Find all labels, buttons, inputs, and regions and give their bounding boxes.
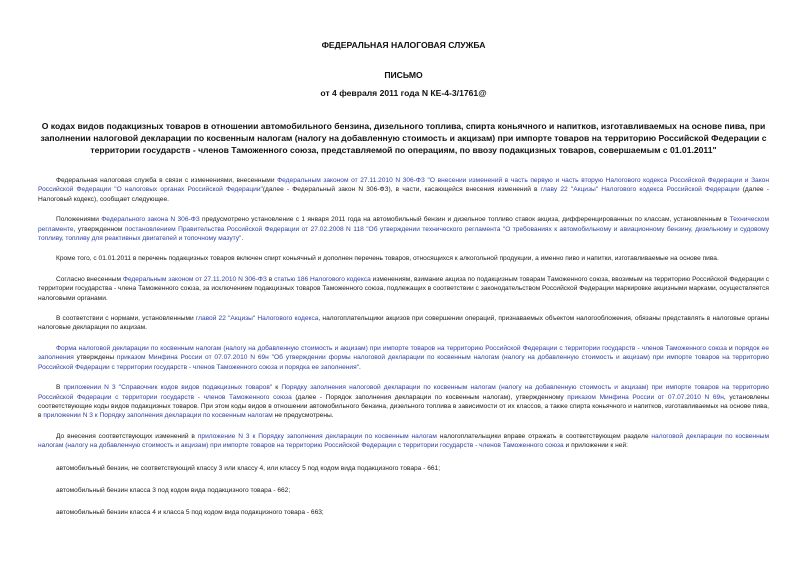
text: (далее - Порядок заполнения декларации по косвенным налогам), утвержденному xyxy=(291,393,568,401)
text: и xyxy=(726,344,735,352)
text: Кроме того, с 01.01.2011 в перечень подакцизных товаров включен спирт коньячный и дополнен перечень товаров, относящихся к алкогольной продукции, а именно пиво и напитки, изготавливаемые на основе пива. xyxy=(56,255,719,263)
government-resolution-link[interactable]: постановлением Правительства Российской Федерации от 27.02.2008 N 118 "Об утверждении технического регламента "О требованиях к автомобильному и авиационному бензину, дизельному и судовому топливу, топливу для реактивных двигателей и топочному мазуту" xyxy=(38,225,770,243)
document-type: ПИСЬМО xyxy=(384,70,423,80)
text: , утвержденном xyxy=(73,225,125,233)
text: налогоплательщики вправе отражать в соответствующем разделе xyxy=(436,432,652,440)
appendix-3-link[interactable]: приложении N 3 "Справочник кодов видов подакцизных товаров" xyxy=(63,384,273,392)
text: Положениями xyxy=(56,216,102,224)
text: (далее - Федеральный закон N 306-ФЗ), в части, касающейся внесения изменений в xyxy=(262,186,541,194)
text: Согласно внесенным xyxy=(56,275,123,283)
paragraph-3 xyxy=(38,254,769,263)
paragraph-1 xyxy=(38,176,769,204)
chapter-22-link[interactable]: главой 22 "Акцизы" Налогового кодекса xyxy=(195,315,319,323)
appendix-3-link[interactable]: приложении N 3 к Порядку заполнения декларации по косвенным налогам xyxy=(43,412,273,420)
declaration-form-link[interactable]: Форма налоговой декларации по косвенным налогам (налогу на добавленную стоимость и акцизам) при импорте товаров на территорию Российской Федерации с территории государств - членов Таможенного союза xyxy=(56,344,727,352)
text: в xyxy=(266,275,275,283)
paragraph-2 xyxy=(38,215,769,243)
text: До внесения соответствующих изменений в xyxy=(56,432,198,440)
text: В xyxy=(56,384,64,392)
text: , установлены соответствующие коды видов подакцизных товаров. При этом коды видов в отношении автомобильного бензина, дизельного топлива в зависимости от их классов, а также спирта коньячного и напитков, изготавливаемых на основе пива, в xyxy=(38,393,770,420)
text: . xyxy=(241,235,244,243)
text: (далее - Налоговый кодекс), сообщает следующее. xyxy=(38,186,769,203)
appendix-3-link[interactable]: приложение N 3 к Порядку заполнения декларации по косвенным налогам xyxy=(197,432,437,440)
text: Федеральная налоговая служба в связи с изменениями, внесенными xyxy=(56,177,278,184)
paragraph-8 xyxy=(38,432,769,451)
paragraph-6 xyxy=(38,344,769,372)
minfin-order-link[interactable]: приказом Минфина России от 07.07.2010 N 69н xyxy=(567,393,724,401)
chapter-22-link[interactable]: главу 22 "Акцизы" Налогового кодекса Российской Федерации xyxy=(540,186,740,194)
text: к xyxy=(272,384,282,392)
list-item: автомобильный бензин, не соответствующий классу 3 или классу 4, или классу 5 под кодом вида подакцизного товара - 661; xyxy=(56,464,441,472)
document-subject: О кодах видов подакцизных товаров в отношении автомобильного бензина, дизельного топлива, спирта коньячного и напитков, изготавливаемых на основе пива, при заполнении налоговой декларации по косвенным налогам (налогу на добавленную стоимость и акцизам) при импорте товаров на территорию Российской Федерации с территории государств - членов Таможенного союза, представляемой по операциям, по ввозу подакцизных товаров, совершаемым с 01.01.2011" xyxy=(40,121,767,155)
technical-regulation-link[interactable]: Техническом регламенте xyxy=(38,216,769,233)
law-306-fz-link[interactable]: Федеральным законом от 27.11.2010 N 306-ФЗ "О внесении изменений в часть первую и часть вторую Налогового кодекса Российской Федерации и Закон Российской Федерации "О налоговых органах Российской Федерации" xyxy=(38,177,769,194)
list-item: автомобильный бензин класса 4 и класса 5 под кодом вида подакцизного товара - 663; xyxy=(56,509,324,517)
text: утверждены xyxy=(73,354,117,362)
law-306-fz-link[interactable]: Федерального закона N 306-ФЗ xyxy=(101,216,200,224)
text: изменениям, взимание акциза по подакцизным товарам Таможенного союза, ввозимым на территорию Российской Федерации с территории государства - члена Таможенного союза, за исключением подакцизных товаров Таможенного союза, подлежащих в соответствии с законодательством Российской Федерации маркировке акцизными марками, осуществляется налоговыми органами. xyxy=(38,275,769,302)
filling-procedure-link[interactable]: Порядку заполнения налоговой декларации по косвенным налогам (налогу на добавленную стоимость и акцизам) при импорте товаров на территорию Российской Федерации с территории государств - членов Таможенного союза xyxy=(38,384,770,401)
paragraph-4 xyxy=(38,275,769,303)
document-body xyxy=(38,176,769,531)
declaration-form-link[interactable]: налоговой декларации по косвенным налогам (налогу на добавленную стоимость и акцизам) при импорте товаров на территорию Российской Федерации с территории государств - членов Таможенного союза xyxy=(38,432,769,450)
paragraph-5 xyxy=(38,314,769,333)
text: не предусмотрены. xyxy=(272,412,334,420)
agency-name: ФЕДЕРАЛЬНАЯ НАЛОГОВАЯ СЛУЖБА xyxy=(321,40,486,50)
law-306-fz-link[interactable]: Федеральным законом от 27.11.2010 N 306-ФЗ xyxy=(122,275,267,283)
paragraph-7 xyxy=(38,383,769,421)
text: предусмотрено установление с 1 января 2011 года на автомобильный бензин и дизельное топливо ставок акциза, дифференцированных по классам, установленным в xyxy=(199,216,730,224)
article-186-link[interactable]: статью 186 Налогового кодекса xyxy=(274,275,371,283)
list-item: автомобильный бензин класса 3 под кодом вида подакцизного товара - 662; xyxy=(56,486,291,494)
text: . xyxy=(358,363,361,371)
text: В соответствии с нормами, установленными xyxy=(56,315,196,323)
minfin-order-link[interactable]: приказом Минфина России от 07.07.2010 N 69н "Об утверждении формы налоговой декларации по косвенным налогам (налогу на добавленную стоимость и акцизам) при импорте товаров на территорию Российской Федерации с территории государств - членов Таможенного союза и порядка ее заполнения" xyxy=(38,354,769,371)
document-date-number: от 4 февраля 2011 года N КЕ-4-3/1761@ xyxy=(320,88,487,98)
filling-procedure-link[interactable]: порядок ее заполнения xyxy=(38,344,769,362)
text: , налогоплательщики акцизов при совершении операций, признаваемых объектом налогообложения, обязаны представлять в налоговые органы налоговые декларации по акцизам. xyxy=(38,315,769,332)
text: и приложении к ней: xyxy=(563,442,628,450)
